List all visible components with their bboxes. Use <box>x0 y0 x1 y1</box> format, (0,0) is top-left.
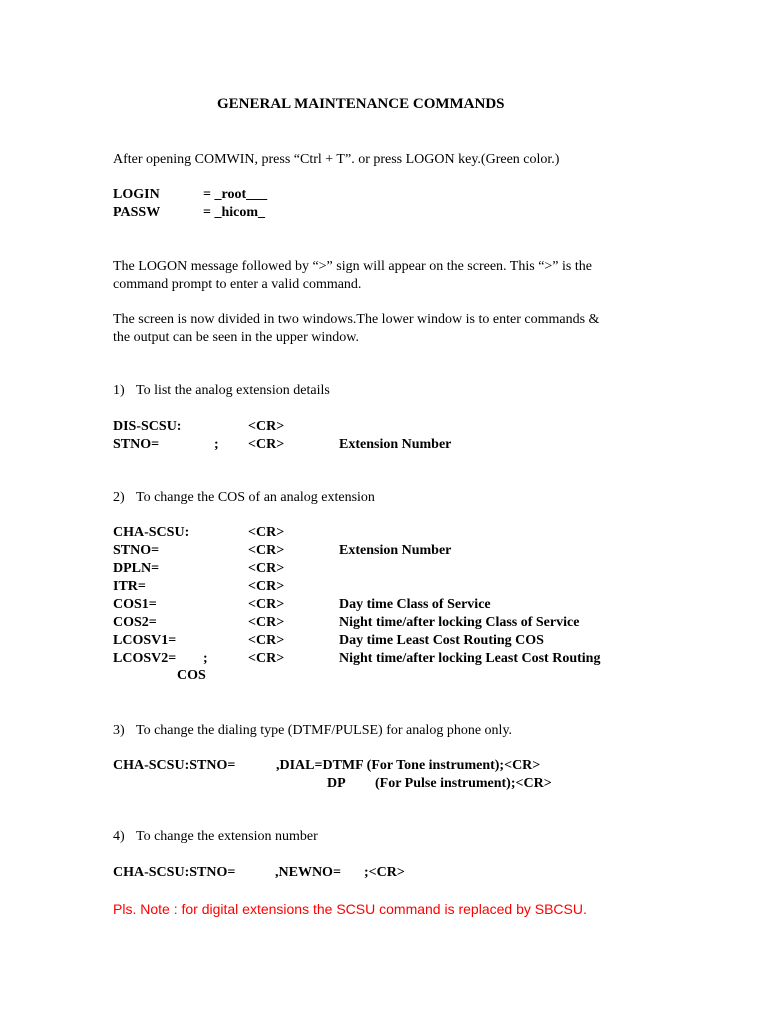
para2-line2: the output can be seen in the upper window. <box>113 330 359 345</box>
s2-row4-desc: Day time Class of Service <box>339 597 491 612</box>
s1-row1-cmd: STNO= <box>113 437 160 452</box>
s2-row6-cmd: LCOSV1= <box>113 633 177 648</box>
s2-row5-desc: Night time/after locking Class of Service <box>339 615 580 630</box>
s4-tail: ;<CR> <box>364 865 405 880</box>
s2-row5-cr: <CR> <box>248 615 285 630</box>
s4-cmd: CHA-SCSU:STNO= <box>113 865 236 880</box>
login-label: LOGIN <box>113 187 160 202</box>
s2-row7-desc: Night time/after locking Least Cost Routing <box>339 651 601 666</box>
passw-label: PASSW <box>113 205 161 220</box>
s2-row7-cr: <CR> <box>248 651 285 666</box>
s4-newno: ,NEWNO= <box>275 865 341 880</box>
para1-line1: The LOGON message followed by “>” sign will appear on the screen. This “>” is the <box>113 259 592 274</box>
s2-wrap: COS <box>177 668 206 683</box>
section2-heading: To change the COS of an analog extension <box>136 490 375 505</box>
login-value <box>203 186 267 204</box>
s3-line1: ,DIAL=DTMF (For Tone instrument);<CR> <box>276 758 541 773</box>
s2-row0-cmd: CHA-SCSU: <box>113 525 190 540</box>
section4-heading: To change the extension number <box>136 829 318 844</box>
section4-number: 4) <box>113 829 125 844</box>
passw-value <box>203 204 265 222</box>
s2-row0-cr: <CR> <box>248 525 285 540</box>
login-eq: = <box>203 187 215 202</box>
s2-row7-cmd: LCOSV2= <box>113 651 177 666</box>
s2-row4-cmd: COS1= <box>113 597 157 612</box>
login-user: _root___ <box>214 187 268 202</box>
s2-row1-desc: Extension Number <box>339 543 452 558</box>
para1-line2: command prompt to enter a valid command. <box>113 277 362 292</box>
s2-row5-cmd: COS2= <box>113 615 157 630</box>
s2-row3-cr: <CR> <box>248 579 285 594</box>
passw-pass: _hicom_ <box>214 205 266 220</box>
section1-number: 1) <box>113 383 125 398</box>
s2-row6-desc: Day time Least Cost Routing COS <box>339 633 544 648</box>
section3-number: 3) <box>113 723 125 738</box>
s2-row3-cmd: ITR= <box>113 579 146 594</box>
section1-heading: To list the analog extension details <box>136 383 330 398</box>
s2-row6-cr: <CR> <box>248 633 285 648</box>
s3-line2-dp: DP <box>327 776 346 791</box>
section3-heading: To change the dialing type (DTMF/PULSE) for analog phone only. <box>136 723 513 738</box>
s1-row0-cmd: DIS-SCSU: <box>113 419 182 434</box>
page-title: GENERAL MAINTENANCE COMMANDS <box>217 96 505 112</box>
s3-line2-rest: (For Pulse instrument);<CR> <box>375 776 552 791</box>
passw-eq: = <box>203 205 215 220</box>
s1-row1-desc: Extension Number <box>339 437 452 452</box>
s2-row2-cmd: DPLN= <box>113 561 160 576</box>
s1-row0-cr: <CR> <box>248 419 285 434</box>
red-note: Pls. Note : for digital extensions the SCSU command is replaced by SBCSU. <box>113 901 587 917</box>
s3-cmd: CHA-SCSU:STNO= <box>113 758 236 773</box>
s2-row7-semi: ; <box>203 651 208 666</box>
s2-row2-cr: <CR> <box>248 561 285 576</box>
s2-row1-cr: <CR> <box>248 543 285 558</box>
s1-row1-semi: ; <box>214 437 219 452</box>
s2-row1-cmd: STNO= <box>113 543 160 558</box>
s2-row4-cr: <CR> <box>248 597 285 612</box>
para2-line1: The screen is now divided in two windows.The lower window is to enter commands & <box>113 312 600 327</box>
s1-row1-cr: <CR> <box>248 437 285 452</box>
intro-text: After opening COMWIN, press “Ctrl + T”. or press LOGON key.(Green color.) <box>113 152 560 167</box>
section2-number: 2) <box>113 490 125 505</box>
